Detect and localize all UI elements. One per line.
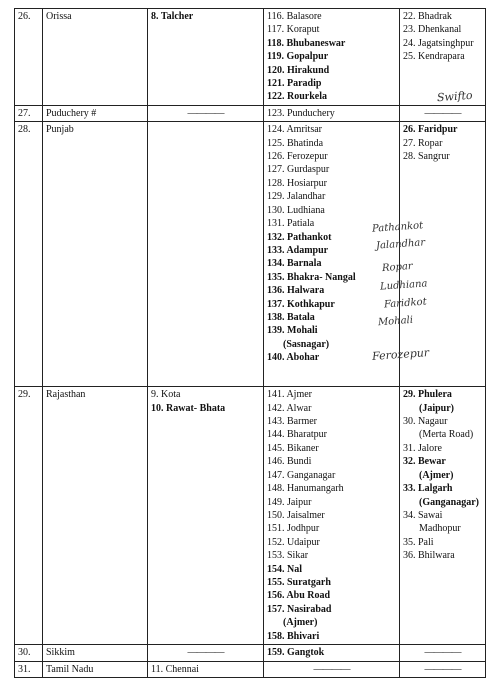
list-item: 130. Ludhiana — [267, 204, 325, 216]
list-item: (Ganganagar) — [419, 496, 479, 508]
list-item: 34. Sawai — [403, 509, 443, 521]
state-name — [43, 105, 148, 121]
list-item: 28. Sangrur — [403, 151, 450, 163]
state-name — [43, 122, 148, 387]
list-item: (Ajmer) — [419, 469, 454, 481]
empty-dash: ———— — [187, 107, 224, 119]
list-item: 129. Jalandhar — [267, 191, 326, 203]
handwritten-note: Ropar — [381, 260, 414, 275]
empty-dash: ———— — [313, 663, 350, 675]
list-item: 146. Bundi — [267, 456, 312, 468]
column-4-cell — [264, 645, 400, 661]
column-4-cell — [264, 9, 400, 106]
list-item: 124. Amritsar — [267, 124, 322, 136]
list-item: 23. Dhenkanal — [403, 24, 462, 36]
list-item: 27. Ropar — [403, 137, 443, 149]
district-table — [14, 8, 486, 678]
list-item: 156. Abu Road — [267, 590, 331, 602]
list-item: 121. Paradip — [267, 78, 322, 90]
serial-number-text: 28. — [18, 124, 31, 136]
list-item: 30. Nagaur — [403, 416, 448, 428]
list-item: 139. Mohali — [267, 325, 318, 337]
list-item: 32. Bewar — [403, 456, 446, 468]
list-item: 151. Jodhpur — [267, 523, 320, 535]
serial-number — [15, 105, 43, 121]
serial-number-text: 27. — [18, 107, 31, 119]
handwritten-note: Pathankot — [371, 220, 424, 235]
list-item: 141. Ajmer — [267, 389, 312, 401]
serial-number-text: 29. — [18, 389, 31, 401]
list-item: 122. Rourkela — [267, 91, 327, 103]
list-item: 8. Talcher — [151, 11, 194, 22]
state-name — [43, 645, 148, 661]
list-item: 123. Punduchery — [267, 107, 335, 119]
list-item: 150. Jaisalmer — [267, 509, 325, 521]
list-item: 11. Chennai — [151, 663, 199, 675]
list-item: 136. Halwara — [267, 285, 325, 297]
table-row — [15, 387, 486, 645]
serial-number — [15, 122, 43, 387]
handwritten-note: Faridkot — [383, 296, 428, 311]
list-item: 33. Lalgarh — [403, 483, 453, 495]
serial-number — [15, 387, 43, 645]
column-4-cell — [264, 122, 400, 387]
serial-number-text: 31. — [18, 663, 31, 675]
empty-dash: ———— — [424, 663, 461, 675]
list-item: 135. Bhakra- Nangal — [267, 271, 356, 283]
handwritten-note: Ludhiana — [379, 278, 428, 293]
list-item: 159. Gangtok — [267, 647, 325, 659]
column-3-cell — [148, 661, 264, 677]
list-item: (Sasnagar) — [283, 338, 330, 350]
handwritten-note: Ferozepur — [371, 346, 430, 363]
state-name-text: Punjab — [46, 124, 74, 136]
column-4-cell — [264, 661, 400, 677]
state-name — [43, 387, 148, 645]
list-item: (Merta Road) — [419, 429, 474, 441]
table-row — [15, 9, 486, 106]
state-name — [43, 661, 148, 677]
serial-number-text: 26. — [18, 11, 31, 22]
list-item: Madhopur — [419, 523, 461, 535]
list-item: 35. Pali — [403, 536, 434, 548]
list-item: 31. Jalore — [403, 442, 442, 454]
serial-number — [15, 645, 43, 661]
list-item: 134. Barnala — [267, 258, 322, 270]
list-item: 144. Bharatpur — [267, 429, 327, 441]
empty-dash: ———— — [187, 647, 224, 659]
table-row — [15, 661, 486, 677]
list-item: 125. Bhatinda — [267, 137, 324, 149]
list-item: 158. Bhivari — [267, 630, 320, 642]
list-item: 126. Ferozepur — [267, 151, 328, 163]
empty-dash: ———— — [424, 647, 461, 659]
column-3-cell — [148, 105, 264, 121]
list-item: 148. Hanumangarh — [267, 483, 344, 495]
table-row — [15, 105, 486, 121]
list-item: 152. Udaipur — [267, 536, 320, 548]
column-5-cell — [400, 105, 486, 121]
handwritten-note: Swifto — [436, 88, 474, 105]
handwritten-note: Mohali — [377, 314, 414, 329]
list-item: 116. Balasore — [267, 11, 322, 22]
list-item: 25. Kendrapara — [403, 51, 465, 63]
column-4-cell — [264, 387, 400, 645]
state-name-text: Tamil Nadu — [46, 663, 94, 675]
table-body — [15, 9, 486, 678]
state-name-text: Orissa — [46, 11, 72, 22]
list-item: 131. Patiala — [267, 218, 315, 230]
list-item: 149. Jaipur — [267, 496, 312, 508]
serial-number — [15, 661, 43, 677]
list-item: 26. Faridpur — [403, 124, 458, 136]
state-name — [43, 9, 148, 106]
list-item: 157. Nasirabad — [267, 603, 332, 615]
list-item: 138. Batala — [267, 311, 315, 323]
empty-dash: ———— — [424, 107, 461, 119]
list-item: 153. Sikar — [267, 550, 309, 562]
list-item: 143. Barmer — [267, 416, 317, 428]
column-4-cell — [264, 105, 400, 121]
column-5-cell — [400, 645, 486, 661]
column-3-cell — [148, 9, 264, 106]
list-item: 29. Phulera — [403, 389, 452, 401]
list-item: 140. Abohar — [267, 352, 320, 364]
column-3-cell — [148, 645, 264, 661]
list-item: 120. Hirakund — [267, 64, 330, 76]
list-item: 10. Rawat- Bhata — [151, 402, 226, 414]
list-item: 24. Jagatsinghpur — [403, 37, 474, 49]
list-item: 128. Hosiarpur — [267, 177, 327, 189]
list-item: 137. Kothkapur — [267, 298, 335, 310]
column-3-cell — [148, 122, 264, 387]
column-3-cell — [148, 387, 264, 645]
list-item: 132. Pathankot — [267, 231, 332, 243]
list-item: 133. Adampur — [267, 244, 329, 256]
list-item: 117. Koraput — [267, 24, 320, 36]
list-item: (Jaipur) — [419, 402, 454, 414]
list-item: 127. Gurdaspur — [267, 164, 330, 176]
column-5-cell — [400, 661, 486, 677]
list-item: 9. Kota — [151, 389, 181, 401]
column-5-cell — [400, 387, 486, 645]
list-item: 142. Alwar — [267, 402, 312, 414]
state-name-text: Puduchery # — [46, 107, 97, 119]
table-row — [15, 645, 486, 661]
list-item: 119. Gopalpur — [267, 51, 329, 63]
list-item: (Ajmer) — [283, 617, 318, 629]
list-item: 145. Bikaner — [267, 442, 319, 454]
serial-number — [15, 9, 43, 106]
serial-number-text: 30. — [18, 647, 31, 659]
handwritten-note: Jalandhar — [375, 237, 426, 252]
list-item: 22. Bhadrak — [403, 11, 452, 22]
list-item: 147. Ganganagar — [267, 469, 336, 481]
state-name-text: Rajasthan — [46, 389, 86, 401]
list-item: 118. Bhubaneswar — [267, 37, 346, 49]
list-item: 155. Suratgarh — [267, 576, 331, 588]
state-name-text: Sikkim — [46, 647, 75, 659]
list-item: 154. Nal — [267, 563, 302, 575]
list-item: 36. Bhilwara — [403, 550, 455, 562]
